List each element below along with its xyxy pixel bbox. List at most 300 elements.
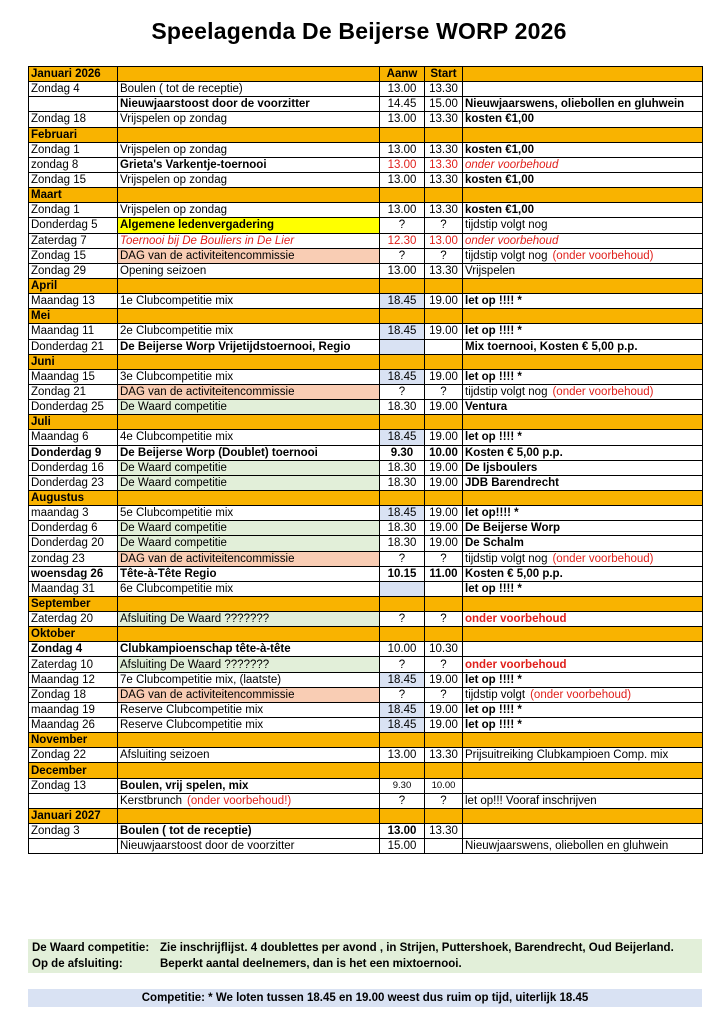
day-cell-text: maandag 19 <box>31 703 95 716</box>
table-row <box>29 142 703 157</box>
aanw-cell-text: 18.45 <box>387 703 417 716</box>
aanw-cell-text: 13.00 <box>387 264 417 277</box>
activity-cell-text: Kerstbrunch <box>120 794 183 807</box>
start-cell <box>425 218 463 233</box>
activity-cell-text: De Waard competitie <box>120 461 227 474</box>
activity-cell-text: Opening seizoen <box>120 264 207 277</box>
start-cell <box>425 748 463 763</box>
aanw-cell <box>380 233 425 248</box>
activity-cell-text: Boulen ( tot de receptie) <box>120 83 243 96</box>
note-cell <box>463 521 703 536</box>
table-row <box>29 642 703 657</box>
activity-cell-text: Boulen, vrij spelen, mix <box>120 779 249 792</box>
start-cell-text: ? <box>440 794 447 807</box>
start-cell <box>425 294 463 309</box>
start-cell-text: ? <box>440 386 447 399</box>
note-cell-text: Mix toernooi, Kosten € 5,00 p.p. <box>465 340 638 353</box>
table-row <box>29 687 703 702</box>
note-cell <box>463 324 703 339</box>
activity-cell-text: Vrijspelen op zondag <box>120 113 227 126</box>
start-cell <box>425 657 463 672</box>
table-row <box>29 748 703 763</box>
table-row <box>29 551 703 566</box>
aanw-cell-text: 13.00 <box>387 158 417 171</box>
day-cell-text: zondag 8 <box>31 158 79 171</box>
aanw-cell <box>380 566 425 581</box>
activity-cell <box>118 506 380 521</box>
aanw-cell-text: 10.15 <box>387 567 417 580</box>
start-cell <box>425 172 463 187</box>
note-cell <box>463 445 703 460</box>
start-cell <box>425 369 463 384</box>
note-cell <box>463 687 703 702</box>
table-row <box>29 718 703 733</box>
note-cell <box>463 460 703 475</box>
month-label: April <box>29 278 118 293</box>
activity-cell-text: 4e Clubcompetitie mix <box>120 431 234 444</box>
footer-notes <box>28 939 702 973</box>
waard-label: De Waard competitie: <box>32 942 150 954</box>
start-cell <box>425 324 463 339</box>
start-cell <box>425 506 463 521</box>
aanw-cell <box>380 506 425 521</box>
day-cell-text: Zondag 21 <box>31 386 86 399</box>
day-cell <box>29 687 118 702</box>
day-cell-text: zondag 23 <box>31 552 85 565</box>
note-cell-text: let op !!!! * <box>465 719 522 732</box>
note-cell-text: tijdstip volgt nog <box>465 552 548 565</box>
start-cell <box>425 460 463 475</box>
start-cell <box>425 203 463 218</box>
start-cell-text: 19.00 <box>429 401 458 414</box>
start-cell-text: 10.00 <box>431 779 456 791</box>
month-label: Januari 2026 <box>29 67 118 82</box>
note-cell-text: De Beijerse Worp <box>465 522 561 535</box>
start-cell <box>425 400 463 415</box>
table-row <box>29 536 703 551</box>
day-cell <box>29 339 118 354</box>
note-cell <box>463 294 703 309</box>
aanw-cell <box>380 248 425 263</box>
note-cell <box>463 82 703 97</box>
month-label: Oktober <box>29 627 118 642</box>
note-cell-text: tijdstip volgt <box>465 688 526 701</box>
day-cell <box>29 839 118 854</box>
start-cell <box>425 263 463 278</box>
aanw-cell <box>380 112 425 127</box>
start-cell-text: ? <box>440 552 447 565</box>
start-cell <box>425 566 463 581</box>
day-cell-text: Zaterdag 20 <box>31 613 94 626</box>
activity-cell-text: DAG van de activiteitencommissie <box>120 249 295 262</box>
start-cell-text: 13.30 <box>429 204 458 217</box>
start-cell-text: ? <box>440 613 447 626</box>
activity-cell-text: 2e Clubcompetitie mix <box>120 325 234 338</box>
activity-cell <box>118 248 380 263</box>
day-cell-text: Zondag 4 <box>31 83 80 96</box>
start-cell <box>425 521 463 536</box>
day-cell-text: Zaterdag 7 <box>31 234 87 247</box>
activity-cell <box>118 718 380 733</box>
note-cell <box>463 581 703 596</box>
start-cell-text: 13.00 <box>429 234 458 247</box>
note-cell <box>463 536 703 551</box>
activity-cell-text: Toernooi bij De Bouliers in De Lier <box>120 234 295 247</box>
start-cell <box>425 778 463 793</box>
note-cell-text: kosten €1,00 <box>465 143 535 156</box>
voorbehoud-text: (onder voorbehoud!) <box>187 794 292 807</box>
note-cell <box>463 384 703 399</box>
table-row <box>29 566 703 581</box>
day-cell-text: Maandag 31 <box>31 582 95 595</box>
voorbehoud-text: (onder voorbehoud) <box>530 688 632 701</box>
day-cell-text: Zondag 15 <box>31 249 86 262</box>
start-cell-text: 19.00 <box>429 719 458 732</box>
activity-cell-text: DAG van de activiteitencommissie <box>120 552 295 565</box>
note-cell-text: let op !!!! * <box>465 582 522 595</box>
competitie-note: Competitie: * We loten tussen 18.45 en 19.00 weest dus ruim op tijd, uiterlijk 18.45 <box>28 989 702 1007</box>
day-cell-text: Zondag 15 <box>31 174 86 187</box>
activity-cell-text: Vrijspelen op zondag <box>120 174 227 187</box>
day-cell <box>29 748 118 763</box>
start-cell-text: 13.30 <box>429 158 458 171</box>
activity-cell-text: De Beijerse Worp (Doublet) toernooi <box>120 446 318 459</box>
day-cell <box>29 82 118 97</box>
day-cell <box>29 324 118 339</box>
day-cell-text: maandag 3 <box>31 507 89 520</box>
activity-cell <box>118 551 380 566</box>
aanw-cell-text: 13.00 <box>387 143 417 156</box>
day-cell <box>29 672 118 687</box>
activity-cell <box>118 233 380 248</box>
activity-cell-text: 5e Clubcompetitie mix <box>120 507 234 520</box>
day-cell-text: Donderdag 6 <box>31 522 98 535</box>
aanw-cell-text: 18.45 <box>387 325 417 338</box>
month-label: December <box>29 763 118 778</box>
voorbehoud-text: (onder voorbehoud) <box>552 552 654 565</box>
note-cell <box>463 248 703 263</box>
note-cell <box>463 824 703 839</box>
aanw-cell <box>380 536 425 551</box>
aanw-cell <box>380 642 425 657</box>
activity-cell <box>118 339 380 354</box>
day-cell <box>29 718 118 733</box>
start-cell-text: 11.00 <box>429 567 458 580</box>
note-cell-text: onder voorbehoud <box>465 613 567 626</box>
aanw-cell-text: 18.30 <box>387 461 417 474</box>
note-cell <box>463 839 703 854</box>
activity-cell-text: Afsluiting De Waard ??????? <box>120 613 270 626</box>
table-row <box>29 506 703 521</box>
aanw-cell <box>380 687 425 702</box>
note-cell-text: let op !!!! * <box>465 431 522 444</box>
activity-cell <box>118 839 380 854</box>
start-cell <box>425 824 463 839</box>
day-cell-text: Zondag 4 <box>31 643 83 656</box>
start-cell-text: ? <box>440 219 447 232</box>
note-cell-text: Vrijspelen <box>465 264 516 277</box>
aanw-cell-text: ? <box>398 552 406 565</box>
day-cell-text: Donderdag 5 <box>31 219 98 232</box>
activity-cell-text: Vrijspelen op zondag <box>120 204 227 217</box>
activity-cell-text: DAG van de activiteitencommissie <box>120 386 295 399</box>
start-cell-text: 19.00 <box>429 537 458 550</box>
day-cell-text: Donderdag 23 <box>31 476 104 489</box>
start-cell-text: 19.00 <box>429 431 458 444</box>
note-cell-text: kosten €1,00 <box>465 204 535 217</box>
note-cell-text: let op !!!! * <box>465 370 522 383</box>
day-cell <box>29 778 118 793</box>
activity-cell <box>118 445 380 460</box>
day-cell-text: Zondag 22 <box>31 749 86 762</box>
day-cell-text: Zondag 18 <box>31 688 86 701</box>
note-cell-text: onder voorbehoud <box>465 158 559 171</box>
day-cell <box>29 657 118 672</box>
note-cell <box>463 142 703 157</box>
activity-cell <box>118 384 380 399</box>
note-cell-text: let op!!!! * <box>465 507 519 520</box>
activity-cell <box>118 793 380 808</box>
aanw-cell <box>380 97 425 112</box>
table-row <box>29 839 703 854</box>
note-cell-text: Nieuwjaarswens, oliebollen en gluhwein <box>465 840 669 853</box>
day-cell-text: Maandag 6 <box>31 431 89 444</box>
note-cell <box>463 475 703 490</box>
table-row <box>29 324 703 339</box>
activity-cell-text: De Waard competitie <box>120 476 227 489</box>
day-cell-text: Maandag 26 <box>31 719 95 732</box>
start-cell <box>425 702 463 717</box>
note-cell <box>463 233 703 248</box>
note-cell-text: Ventura <box>465 401 508 414</box>
table-row <box>29 445 703 460</box>
start-cell <box>425 384 463 399</box>
note-cell <box>463 369 703 384</box>
start-cell <box>425 687 463 702</box>
aanw-cell-text: 18.30 <box>387 476 417 489</box>
note-cell <box>463 339 703 354</box>
table-row <box>29 203 703 218</box>
note-cell-text: let op !!!! * <box>465 703 522 716</box>
aanw-cell <box>380 369 425 384</box>
note-cell <box>463 112 703 127</box>
start-cell <box>425 430 463 445</box>
table-row <box>29 475 703 490</box>
activity-cell-text: 6e Clubcompetitie mix <box>120 582 234 595</box>
table-row <box>29 384 703 399</box>
activity-cell <box>118 566 380 581</box>
afsluiting-text: Beperkt aantal deelnemers, dan is het een mixtoernooi. <box>160 958 462 970</box>
start-cell <box>425 551 463 566</box>
day-cell-text: woensdag 26 <box>31 567 104 580</box>
activity-cell-text: Clubkampioenschap tête-à-tête <box>120 643 291 656</box>
activity-cell <box>118 657 380 672</box>
activity-cell <box>118 521 380 536</box>
start-cell <box>425 157 463 172</box>
table-row <box>29 339 703 354</box>
start-header: Start <box>425 67 463 82</box>
activity-cell-text: Reserve Clubcompetitie mix <box>120 703 264 716</box>
note-cell <box>463 718 703 733</box>
table-row <box>29 400 703 415</box>
aanw-cell-text: 13.00 <box>387 83 417 96</box>
note-cell <box>463 702 703 717</box>
month-row <box>29 354 703 369</box>
activity-cell <box>118 294 380 309</box>
note-cell-text: Kosten € 5,00 p.p. <box>465 567 563 580</box>
activity-cell-text: Grieta's Varkentje-toernooi <box>120 158 267 171</box>
table-row <box>29 793 703 808</box>
table-row <box>29 263 703 278</box>
day-cell <box>29 793 118 808</box>
table-row <box>29 657 703 672</box>
aanw-cell-text: 13.00 <box>387 749 417 762</box>
month-row <box>29 415 703 430</box>
activity-cell <box>118 672 380 687</box>
month-row <box>29 278 703 293</box>
note-cell <box>463 672 703 687</box>
activity-cell <box>118 702 380 717</box>
day-cell <box>29 612 118 627</box>
aanw-header: Aanw <box>380 67 425 82</box>
activity-cell-text: Tête-à-Tête Regio <box>120 567 217 580</box>
day-cell-text: Maandag 15 <box>31 370 95 383</box>
day-cell <box>29 142 118 157</box>
start-cell-text: 13.30 <box>429 264 458 277</box>
aanw-cell <box>380 157 425 172</box>
note-cell-text: onder voorbehoud <box>465 658 567 671</box>
aanw-cell-text: 18.45 <box>387 719 417 732</box>
month-label: Juni <box>29 354 118 369</box>
activity-cell <box>118 778 380 793</box>
aanw-cell <box>380 672 425 687</box>
day-cell <box>29 642 118 657</box>
aanw-cell-text: ? <box>398 249 406 262</box>
table-row <box>29 157 703 172</box>
day-cell <box>29 112 118 127</box>
afsluiting-label: Op de afsluiting: <box>32 958 123 970</box>
aanw-cell-text: 13.00 <box>387 825 417 838</box>
table-row <box>29 430 703 445</box>
start-cell-text: 13.30 <box>429 83 458 96</box>
table-row <box>29 702 703 717</box>
day-cell-text: Zondag 3 <box>31 825 80 838</box>
aanw-cell-text: 15.00 <box>387 840 417 853</box>
aanw-cell-text: 14.45 <box>387 98 417 111</box>
aanw-cell <box>380 718 425 733</box>
day-cell-text: Maandag 13 <box>31 295 95 308</box>
day-cell-text: Donderdag 9 <box>31 446 102 459</box>
activity-cell-text: De Waard competitie <box>120 537 227 550</box>
start-cell-text: 19.00 <box>429 325 458 338</box>
start-cell-text: 19.00 <box>429 673 458 686</box>
aanw-cell <box>380 263 425 278</box>
page-title: Speelagenda De Beijerse WORP 2026 <box>151 18 567 44</box>
note-cell <box>463 218 703 233</box>
aanw-cell <box>380 702 425 717</box>
start-cell <box>425 642 463 657</box>
activity-cell <box>118 430 380 445</box>
start-cell <box>425 339 463 354</box>
start-cell <box>425 581 463 596</box>
table-row <box>29 672 703 687</box>
voorbehoud-text: (onder voorbehoud) <box>552 249 654 262</box>
start-cell-text: ? <box>440 658 447 671</box>
aanw-cell <box>380 82 425 97</box>
aanw-cell <box>380 657 425 672</box>
aanw-cell <box>380 521 425 536</box>
activity-cell <box>118 642 380 657</box>
month-row <box>29 490 703 505</box>
day-cell-text: Zondag 1 <box>31 143 80 156</box>
start-cell-text: 19.00 <box>429 522 458 535</box>
waard-text: Zie inschrijflijst. 4 doublettes per avond , in Strijen, Puttershoek, Barendrecht, Oud Beijerland. <box>160 942 674 954</box>
aanw-cell-text: 10.00 <box>387 643 417 656</box>
note-cell-text: let op !!!! * <box>465 295 522 308</box>
aanw-cell-text: 18.45 <box>387 295 417 308</box>
activity-cell <box>118 218 380 233</box>
day-cell <box>29 430 118 445</box>
day-cell <box>29 702 118 717</box>
day-cell <box>29 218 118 233</box>
activity-cell <box>118 612 380 627</box>
aanw-cell <box>380 748 425 763</box>
activity-cell <box>118 172 380 187</box>
start-cell-text: 15.00 <box>429 98 458 111</box>
note-cell <box>463 430 703 445</box>
day-cell <box>29 566 118 581</box>
table-row <box>29 460 703 475</box>
start-cell <box>425 233 463 248</box>
activity-cell <box>118 400 380 415</box>
start-cell <box>425 475 463 490</box>
start-cell-text: 10.00 <box>429 446 458 459</box>
day-cell-text: Maandag 11 <box>31 325 95 338</box>
note-cell-text: kosten €1,00 <box>465 113 535 126</box>
aanw-cell <box>380 172 425 187</box>
aanw-cell <box>380 430 425 445</box>
day-cell <box>29 551 118 566</box>
activity-cell-text: Nieuwjaarstoost door de voorzitter <box>120 840 295 853</box>
day-cell <box>29 506 118 521</box>
aanw-cell <box>380 475 425 490</box>
note-cell-text: let op !!!! * <box>465 673 522 686</box>
start-cell-text: ? <box>440 249 447 262</box>
day-cell <box>29 400 118 415</box>
aanw-cell-text: 13.00 <box>387 113 417 126</box>
day-cell <box>29 536 118 551</box>
aanw-cell-text: 18.45 <box>387 673 417 686</box>
month-label: Augustus <box>29 490 118 505</box>
table-row <box>29 778 703 793</box>
day-cell-text: Zondag 29 <box>31 264 86 277</box>
start-cell-text: 19.00 <box>429 370 458 383</box>
month-label: Januari 2027 <box>29 808 118 823</box>
aanw-cell <box>380 203 425 218</box>
start-cell <box>425 536 463 551</box>
note-cell <box>463 612 703 627</box>
note-cell-text: tijdstip volgt nog <box>465 249 548 262</box>
aanw-cell <box>380 839 425 854</box>
aanw-cell-text: ? <box>398 794 406 807</box>
aanw-cell-text: ? <box>398 219 406 232</box>
day-cell <box>29 521 118 536</box>
table-header-row <box>29 67 703 82</box>
activity-cell-text: De Waard competitie <box>120 522 227 535</box>
aanw-cell <box>380 218 425 233</box>
note-cell <box>463 157 703 172</box>
activity-cell <box>118 581 380 596</box>
